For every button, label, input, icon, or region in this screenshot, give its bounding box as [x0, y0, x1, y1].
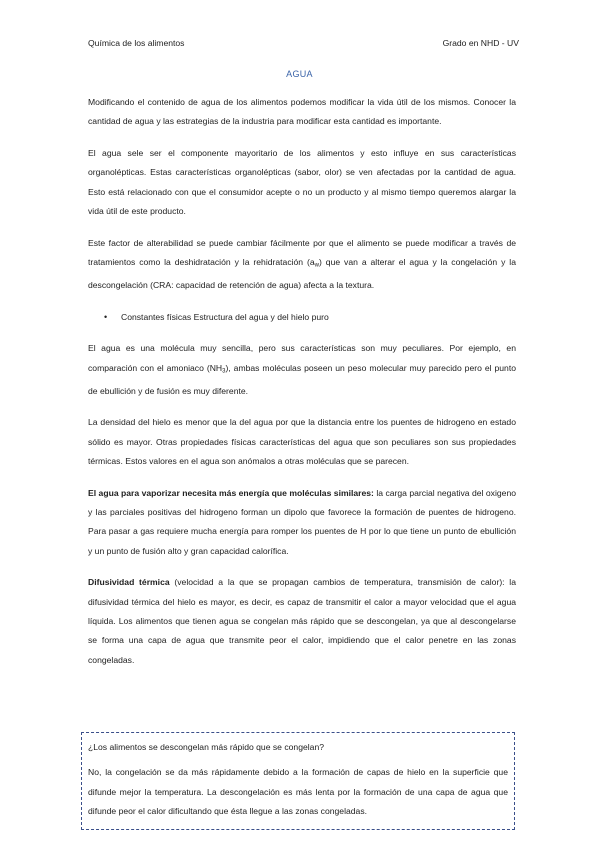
- page-header: [88, 38, 519, 52]
- callout-answer: No, la congelación se da más rápidamente debido a la formación de capas de hielo en la superficie que difunde mejor la temperatura. La descongelación es más lenta por la formación de una capa de agua que difunde peor el calor dificultando que ésta llegue a las zonas congeladas.: [88, 767, 508, 816]
- paragraph-4: [88, 339, 516, 400]
- callout-question: ¿Los alimentos se descongelan más rápido que se congelan?: [88, 742, 325, 752]
- aw-subscript: w: [314, 262, 319, 269]
- header-course-title: Química de los alimentos: [88, 38, 185, 48]
- paragraph-7-bold: Difusividad térmica: [88, 577, 170, 588]
- nh3-subscript: 3: [222, 368, 226, 375]
- paragraph-1: Modificando el contenido de agua de los alimentos podemos modificar la vida útil de los mismos. Conocer la cantidad de agua y las estrategias de la industria para modificar esta cantidad es importante.: [88, 97, 516, 127]
- callout-box: [81, 732, 515, 830]
- bullet-icon: •: [104, 311, 108, 322]
- paragraph-2: El agua sele ser el componente mayoritario de los alimentos y esto influye en sus características organolépticas. Estas características organolépticas (sabor, olor) se ven afectadas por la cantidad de agua. Esto está relacionado con que el consumidor acepte o no un producto y al mismo tiempo queremos alargar la vida útil de este producto.: [88, 148, 516, 216]
- paragraph-7: [88, 573, 516, 669]
- paragraph-4-text-a: El agua es una molécula muy sencilla, pero sus características son muy peculiares. Por ejemplo, en comparación con el amoniaco (NH: [88, 343, 516, 373]
- paragraph-6: [88, 484, 516, 561]
- document-title: AGUA: [286, 69, 313, 79]
- paragraph-5: La densidad del hielo es menor que la del agua por que la distancia entre los puentes de hidrogeno en estado sólido es mayor. Otras propiedades físicas características del agua que son peculiares son sus propiedades térmicas. Estos valores en el agua son anómalos a otras moléculas que se parecen.: [88, 417, 516, 466]
- paragraph-3-text-b: ) que van a alterar el agua y la congelación y la descongelación (CRA: capacidad de retención de agua) afecta a la textura.: [88, 257, 516, 290]
- paragraph-3: [88, 234, 516, 295]
- document-body: [88, 93, 516, 682]
- bullet-item: [88, 308, 516, 327]
- header-degree: Grado en NHD - UV: [442, 38, 519, 48]
- paragraph-3-text-a: Este factor de alterabilidad se puede cambiar fácilmente por que el alimento se puede modificar a través de tratamientos como la deshidratación y la rehidratación (a: [88, 237, 516, 268]
- paragraph-4-text-b: ), ambas moléculas poseen un peso molecular muy parecido pero el punto de ebullición y de fusión es muy diferente.: [88, 362, 516, 396]
- bullet-text: Constantes físicas Estructura del agua y del hielo puro: [121, 311, 329, 322]
- paragraph-7-text: (velocidad a la que se propagan cambios de temperatura, transmisión de calor): la difusividad térmica del hielo es mayor, es decir, es capaz de transmitir el calor a mayor velocidad que el agua líquida. Los alimentos que tienen agua se congelan más rápido que se descongelan, ya que al descongelarse se forma una capa de agua que transmite peor el calor, impidiendo que el calor penetre en las zonas congeladas.: [88, 577, 516, 665]
- paragraph-6-text: la carga parcial negativa del oxigeno y las parciales positivas del hidrogeno forman un dipolo que favorece la formación de puentes de hidrogeno. Para pasar a gas requiere mucha energía para romper los puentes de H por lo que tiene un punto de ebullición y un punto de fusión alto y gran capacidad calorífica.: [88, 487, 516, 556]
- paragraph-6-bold: El agua para vaporizar necesita más energía que moléculas similares:: [88, 487, 374, 498]
